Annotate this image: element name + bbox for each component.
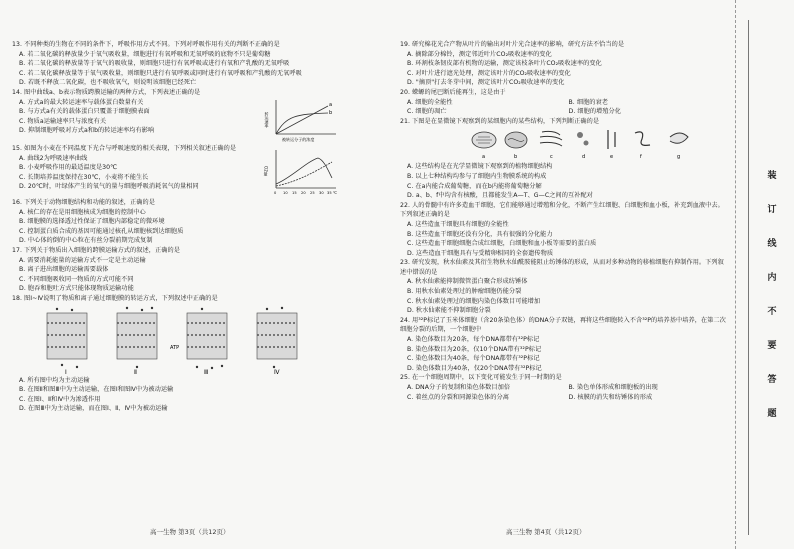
tick-0: 0 bbox=[274, 190, 277, 195]
q19-option-a: A. 摘除部分棉铃，测定邻近叶片CO₂吸收速率的变化 bbox=[407, 50, 552, 58]
seal-char-2: 订 bbox=[767, 205, 777, 215]
q18-option-b: B. 在图Ⅱ和图Ⅲ中为主动运输，在图Ⅰ和图Ⅳ中为被动运输 bbox=[19, 386, 174, 394]
y-axis-label: 转运速率 bbox=[264, 111, 270, 129]
q22-option-c: C. 这些造血干细胞细胞合成红细胞，白细胞和血小板等需要的蛋白质 bbox=[407, 240, 597, 248]
q24-option-d: D. 染色体数目为40条，仅20个DNA带有³²P标记 bbox=[407, 364, 542, 372]
panel-label-2: Ⅱ bbox=[134, 368, 138, 376]
label-b: b bbox=[514, 154, 518, 161]
q24-option-b: B. 染色体数目为20条，仅10个DNA带有³²P标记 bbox=[407, 345, 542, 353]
question-23-stem: 23. 研究发现，秋水仙素及其衍生物秋水仙酰胺能阻止纺锤体的形成，从而对多种动物的移植细胞有抑制作用。下列叙述中错误的是 bbox=[400, 259, 724, 276]
organelle-f bbox=[635, 132, 650, 146]
q17-option-b: B. 离子进出细胞的运输需要载体 bbox=[19, 266, 109, 274]
label-f: f bbox=[640, 154, 642, 161]
q16-option-c: C. 控制蛋白质合成的基因可能通过核孔从细胞核到达细胞质 bbox=[19, 227, 184, 235]
seal-char-4: 内 bbox=[767, 273, 777, 283]
q16-option-b: B. 细胞膜的选择透过性保证了细胞内部稳定的微环境 bbox=[19, 218, 165, 226]
panel-labels bbox=[65, 369, 280, 376]
seal-char-3: 线 bbox=[767, 239, 777, 249]
question-16-stem: 16. 下列关于动物细胞结构和功能的叙述，正确的是 bbox=[12, 198, 155, 206]
question-14-stem: 14. 图中曲线a、b表示物质跨膜运输的两种方式，下列表述正确的是 bbox=[12, 88, 201, 96]
question-13-stem: 13. 不同种类的生物在不同的条件下，呼吸作用方式不同。下列对呼吸作用有关的判断不正确的是 bbox=[12, 41, 280, 48]
label-e: e bbox=[610, 154, 614, 161]
q13-option-d: D. 若既不释放二氧化碳，也不吸收氧气，则说明该细胞已经死亡 bbox=[19, 79, 197, 87]
q25-option-b: B. 染色单体形成和细胞板的出现 bbox=[568, 384, 658, 391]
membrane-transport-figure bbox=[12, 305, 312, 375]
organelle-figure bbox=[470, 127, 710, 161]
q24-option-a: A. 染色体数目为20条，每个DNA都带有³²P标记 bbox=[407, 336, 540, 344]
membrane-panel-4 bbox=[257, 306, 297, 367]
q17-option-a: A. 需要消耗能量的运输方式不一定是主动运输 bbox=[19, 256, 146, 264]
left-column bbox=[12, 40, 338, 414]
q15-option-a: A. 曲线2为呼吸速率曲线 bbox=[19, 154, 88, 162]
q25-options-row-2 bbox=[400, 393, 730, 403]
tick-35: 35 bbox=[327, 190, 332, 195]
q20-option-a: A. 细胞的全能性 bbox=[407, 98, 453, 106]
curve-a-line bbox=[276, 106, 328, 134]
curve-a-label: a bbox=[329, 101, 333, 108]
q17-option-d: D. 胞吞和胞吐方式只能体现物质运输功能 bbox=[19, 285, 134, 293]
q19-option-b: B. 环割枝条韧皮部有机物的运输，测定该枝条叶片CO₂吸收速率的变化 bbox=[407, 60, 602, 68]
q23-option-c: C. 秋水仙素处理过的细胞内染色体数目可能增加 bbox=[407, 297, 541, 305]
organelle-c bbox=[540, 132, 562, 147]
q18-option-c: C. 在图Ⅰ、Ⅱ和Ⅳ中为渗透作用 bbox=[19, 395, 101, 403]
q24-option-c: C. 染色体数目为40条，每个DNA都带有³²P标记 bbox=[407, 355, 540, 363]
tick-20: 20 bbox=[301, 190, 306, 195]
left-page-footer: 高一生物 第3页（共12页） bbox=[150, 528, 230, 536]
q15-option-d: D. 20℃时，叶绿体产生的氧气的量与细胞呼吸消耗氧气的量相同 bbox=[19, 183, 199, 191]
q18-option-d: D. 在图Ⅲ中为主动运输，而在图Ⅰ、Ⅱ、Ⅳ中为被动运输 bbox=[19, 405, 168, 413]
question-15-stem: 15. 如图为小麦在不同温度下光合与呼吸速度的相关表现，下列相关叙述正确的是 bbox=[12, 144, 237, 152]
label-d: d bbox=[582, 154, 586, 161]
label-g: g bbox=[677, 154, 681, 161]
tick-10: 10 bbox=[283, 190, 288, 195]
curve-b-label: b bbox=[329, 109, 333, 116]
seal-char-8: 题 bbox=[767, 409, 777, 419]
q22-option-b: B. 这些造血干细胞还没有分化，具有很强的分化能力 bbox=[407, 230, 553, 238]
question-17-stem: 17. 下列关于物质出入细胞的跨膜运输方式的叙述，正确的是 bbox=[12, 246, 180, 254]
organelle-d bbox=[577, 132, 589, 146]
q19-option-c: C. 对叶片进行遮光处理，测定该叶片的CO₂吸收速率的变化 bbox=[407, 69, 571, 77]
q19-option-d: D. "摘顶"打去冬芽中间，测定该叶片CO₂吸收速率的变化 bbox=[407, 79, 565, 87]
q22-option-a: A. 这些造血干细胞具有细胞的全能性 bbox=[407, 220, 509, 228]
membrane-panel-2 bbox=[117, 306, 157, 367]
question-18-stem: 18. 图Ⅰ~Ⅳ说明了物质和离子通过细胞膜的转运方式，下列叙述中正确的是 bbox=[12, 294, 218, 302]
q23-option-d: D. 秋水仙素能不抑制细胞分裂 bbox=[407, 307, 491, 315]
question-21-stem: 21. 下图是在显微镜下观察到的某细胞内的某些结构，下列判断正确的是 bbox=[400, 117, 600, 125]
organelle-e bbox=[608, 130, 615, 149]
organelle-labels bbox=[482, 154, 680, 160]
q17-option-c: C. 不同细胞吸收同一物质的方式可能不同 bbox=[19, 275, 134, 283]
curve-b-line bbox=[276, 113, 328, 134]
q14-option-c: C. 物质a运输速率只与浓度有关 bbox=[19, 117, 107, 125]
binding-line bbox=[748, 20, 749, 535]
q20-option-b: B. 细胞的衰老 bbox=[568, 98, 609, 106]
o2-axis-label: O2量 bbox=[263, 165, 269, 176]
q14-option-a: A. 方式a的最大转运速率与载体蛋白数量有关 bbox=[19, 98, 144, 106]
atp-label: ATP bbox=[170, 344, 180, 351]
x-axis-label: 被转运分子的浓度 bbox=[282, 136, 315, 142]
q21-option-d: D. a、b、f中均含有核酸，且都能发生A—T、G—C之间的互补配对 bbox=[407, 192, 593, 200]
q16-option-d: D. 中心体的倒的中心粒在有丝分裂前期完成复制 bbox=[19, 237, 153, 245]
q20-options-row-1 bbox=[400, 98, 730, 108]
q13-option-c: C. 若二氧化碳释放量等于氧气吸收量，则细胞只进行有氧呼吸或同时进行有氧呼吸和产乳酸的无氧呼吸 bbox=[19, 69, 302, 77]
seal-char-1: 装 bbox=[767, 171, 777, 181]
transport-rate-graph bbox=[266, 96, 338, 144]
membrane-panel-1 bbox=[47, 307, 87, 367]
q15-option-b: B. 小麦呼吸作用的最适温度是30℃ bbox=[19, 164, 118, 172]
panel-label-4: Ⅳ bbox=[274, 368, 280, 376]
right-page-footer: 高三生物 第4页（共12页） bbox=[506, 528, 586, 536]
question-14-block bbox=[12, 88, 338, 144]
q13-option-b: B. 若二氧化碳的释放量等于氧气的吸收量，则细胞只进行有氧呼吸或进行有氧和产乳酸的无氧呼吸 bbox=[19, 60, 290, 68]
question-24-stem: 24. 用³²P标记了玉米体细胞（含20条染色体）的DNA分子双链，再将这些细胞转入不含³²P的培养基中培养，在第二次细胞分裂的后期，一个细胞中 bbox=[400, 316, 726, 334]
tick-25: 25 bbox=[310, 190, 315, 195]
organelle-g bbox=[670, 133, 688, 143]
temperature-rate-graph bbox=[263, 148, 338, 198]
seal-char-5: 不 bbox=[767, 307, 777, 317]
question-22-stem: 22. 人的骨髓中有许多造血干细胞，它们能够通过增殖和分化，不断产生红细胞、白细胞和血小板，补充到血液中去。下列叙述正确的是 bbox=[400, 201, 724, 219]
panel-label-1: Ⅰ bbox=[65, 368, 67, 376]
tick-unit: ℃ bbox=[333, 190, 338, 195]
right-column bbox=[400, 40, 730, 402]
q18-option-a: A. 所有图中均为主动运输 bbox=[19, 376, 90, 384]
q20-option-c: C. 细胞的凋亡 bbox=[407, 108, 447, 116]
q20-options-row-2 bbox=[400, 107, 730, 117]
seal-char-6: 要 bbox=[767, 341, 777, 351]
q23-option-a: A. 秋水仙素能抑制微管蛋白聚合形成纺锤体 bbox=[407, 278, 528, 286]
q23-option-b: B. 用秋水仙素处理过的肿瘤细胞仍能分裂 bbox=[407, 288, 522, 296]
panel-label-3: Ⅲ bbox=[204, 368, 209, 376]
q25-option-d: D. 核膜的消失和纺锤体的形成 bbox=[568, 393, 653, 401]
q25-option-c: C. 着丝点的分裂和同源染色体的分离 bbox=[407, 393, 509, 401]
seal-char-7: 答 bbox=[767, 375, 777, 385]
label-a: a bbox=[482, 154, 486, 161]
question-15-block bbox=[12, 144, 338, 198]
tick-30: 30 bbox=[319, 190, 324, 195]
q21-option-c: C. 在a内能合成葡萄糖，而在b内能将葡萄糖分解 bbox=[407, 182, 542, 190]
q21-option-a: A. 这些结构是在光学显微镜下观察到的植物细胞结构 bbox=[407, 163, 553, 171]
q16-option-a: A. 核仁的存在是用细胞核成为细胞的控制中心 bbox=[19, 208, 146, 216]
q20-option-d: D. 细胞的增殖分化 bbox=[568, 108, 622, 116]
question-19-stem: 19. 研究棉花光合产物从叶片的输出对叶片光合速率的影响，研究方法不恰当的是 bbox=[400, 41, 625, 48]
question-25-stem: 25. 在一个细胞周期中，以下变化可能发生于同一时期的是 bbox=[400, 374, 562, 382]
binding-margin bbox=[735, 0, 794, 549]
membrane-panel-3 bbox=[170, 307, 227, 368]
q25-option-a: A. DNA分子的复制和染色体数目加倍 bbox=[407, 384, 511, 391]
label-c: c bbox=[550, 154, 553, 161]
x-tick-labels bbox=[274, 191, 337, 195]
q14-option-d: D. 抑制细胞呼吸对方式a和b的转运速率均有影响 bbox=[19, 127, 155, 135]
q25-options-row-1 bbox=[400, 383, 730, 393]
tick-15: 15 bbox=[292, 190, 297, 195]
q14-option-b: B. 与方式a有关的载体蛋白只覆盖于细胞膜表面 bbox=[19, 108, 150, 116]
question-20-stem: 20. 蝾螈的尾巴断后能再生，这是由于 bbox=[400, 88, 506, 96]
q21-option-b: B. 以上七种结构均参与了细胞内生物膜系统的构成 bbox=[407, 172, 547, 180]
q13-option-a: A. 若二氧化碳的释放量少于氧气吸收量，细胞进行有氧呼吸和无氧呼吸的底物不只是葡萄糖 bbox=[19, 50, 271, 58]
q22-option-d: D. 这些造血干细胞具有与受精卵相同的全套遗传物质 bbox=[407, 249, 554, 257]
q15-option-c: C. 长期培养温度保持在30℃，小麦将不能生长 bbox=[19, 173, 149, 181]
